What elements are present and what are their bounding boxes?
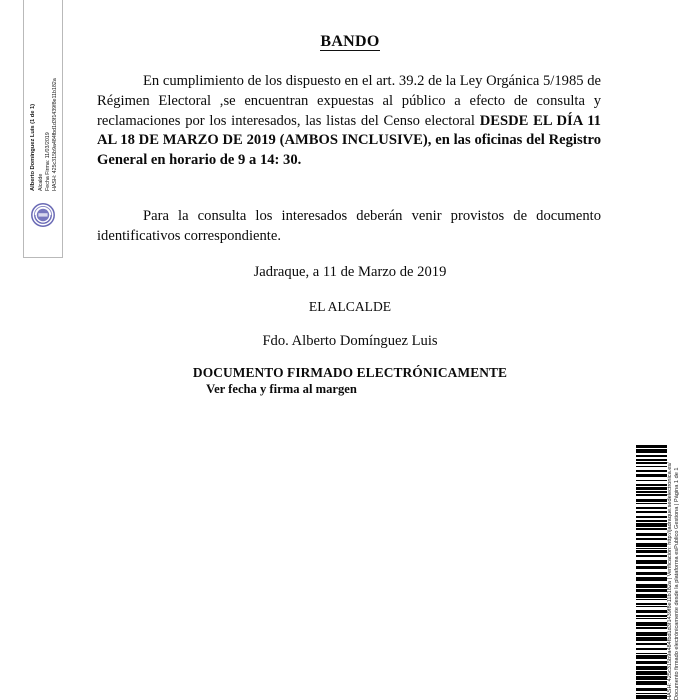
barcode-bar [636,615,667,617]
barcode-bar [636,511,667,513]
electronic-signature-notice [0,365,700,397]
paragraph-consultation-notice [97,207,601,247]
sidebar-signer-name: Alberto Domínguez Luis (1 de 1) [30,103,36,191]
barcode-bar [636,550,667,553]
barcode-bar [636,661,667,664]
signer-name: Fdo. Alberto Domínguez Luis [262,333,438,349]
electronic-notice-heading: DOCUMENTO FIRMADO ELECTRÓNICAMENTE [192,365,508,380]
barcode-bar [636,523,667,527]
barcode-bar [636,676,667,680]
barcode-bar [636,637,667,641]
signer-role: EL ALCALDE [308,299,392,314]
barcode-bar [636,538,667,540]
paragraph-1-bold-text: DESDE EL DÍA 11 AL 18 DE MARZO DE 2019 (AMBOS INCLUSIVE), en las oficinas del Registro General en horario de 9 a 14: 30. [97,112,601,169]
barcode-bar [636,606,667,607]
barcode-bar [636,594,667,598]
barcode-bar [636,681,667,685]
barcode-bar [636,449,667,453]
barcode-bar [636,445,667,448]
barcode-bar [636,459,667,461]
barcode-bar [636,618,667,619]
barcode-bar [636,533,667,536]
barcode-bar [636,655,667,659]
barcode-bar [636,572,667,575]
barcode-bar [636,622,667,626]
sidebar-sign-date: Fecha Firma: 11/03/2019 [45,132,51,191]
paragraph-1-plain-text: En cumplimiento de los dispuesto en el art. 39.2 de la Ley Orgánica 5/1985 de Régimen Electoral ,se encuentran expuestas al público a efecto de consulta y reclamaciones por los interesados, las listas del Censo electoral [97,73,601,129]
barcode-bar [636,466,667,467]
barcode-bar [636,643,667,645]
page-title [0,33,700,51]
barcode-bar [636,632,667,636]
barcode-icon [636,445,667,700]
barcode-bar [636,566,667,569]
barcode-bar [636,610,667,613]
sidebar-signer-role: Alcalde [38,173,44,191]
official-seal-icon [30,202,56,228]
barcode-bar [636,560,667,564]
barcode-bar [636,671,667,675]
barcode-bar [636,520,667,522]
paragraph-2-text: Para la consulta los interesados deberán venir provistos de documento identificativos correspondiente. [97,208,601,244]
barcode-bar [636,499,667,502]
signature-sidebar-text [24,0,64,195]
barcode-bar [636,503,667,504]
electronic-notice-subtext: Ver fecha y firma al margen [206,382,357,396]
barcode-bar [636,693,667,694]
barcode-bar [636,474,667,477]
barcode-bar [636,455,667,457]
barcode-bar [636,648,667,650]
barcode-bar [636,589,667,592]
barcode-bar [636,470,667,472]
barcode-caption [667,462,686,700]
barcode-bar [636,577,667,581]
barcode-bar [636,516,667,518]
barcode-bar [636,480,667,481]
barcode-bar [636,507,667,509]
barcode-bar [636,555,667,557]
barcode-bar [636,462,667,464]
barcode-bar [636,487,667,490]
barcode-bar [636,484,667,486]
barcode-caption-line-2: Documento firmado electrónicamente desde la plataforma esPublico Gestiona | Página 1 de 1 [674,467,680,700]
sidebar-hash: HASH: 425c315b9a484fbd1d3f1439f8e11b182a [52,78,58,191]
barcode-bar [636,599,667,600]
barcode-bar [636,688,667,691]
barcode-bar [636,695,667,699]
paragraph-census-notice [97,72,601,171]
barcode-bar [636,653,667,654]
barcode-bar [636,666,667,670]
place-and-date: Jadraque, a 11 de Marzo de 2019 [253,264,447,280]
barcode-bar [636,584,667,588]
barcode-bar [636,627,667,629]
barcode-bar [636,548,667,549]
page-title-text: BANDO [320,33,380,50]
barcode-bar [636,491,667,493]
barcode-bar [636,543,667,547]
barcode-caption-line-1: HASH: 425c315b9a484fbd1d3f1439f8e11b182a | Verificación: http://jadraque.sedelectronica.es/ [667,462,673,700]
barcode-bar [636,603,667,605]
barcode-bar [636,528,667,530]
barcode-bar [636,494,667,496]
